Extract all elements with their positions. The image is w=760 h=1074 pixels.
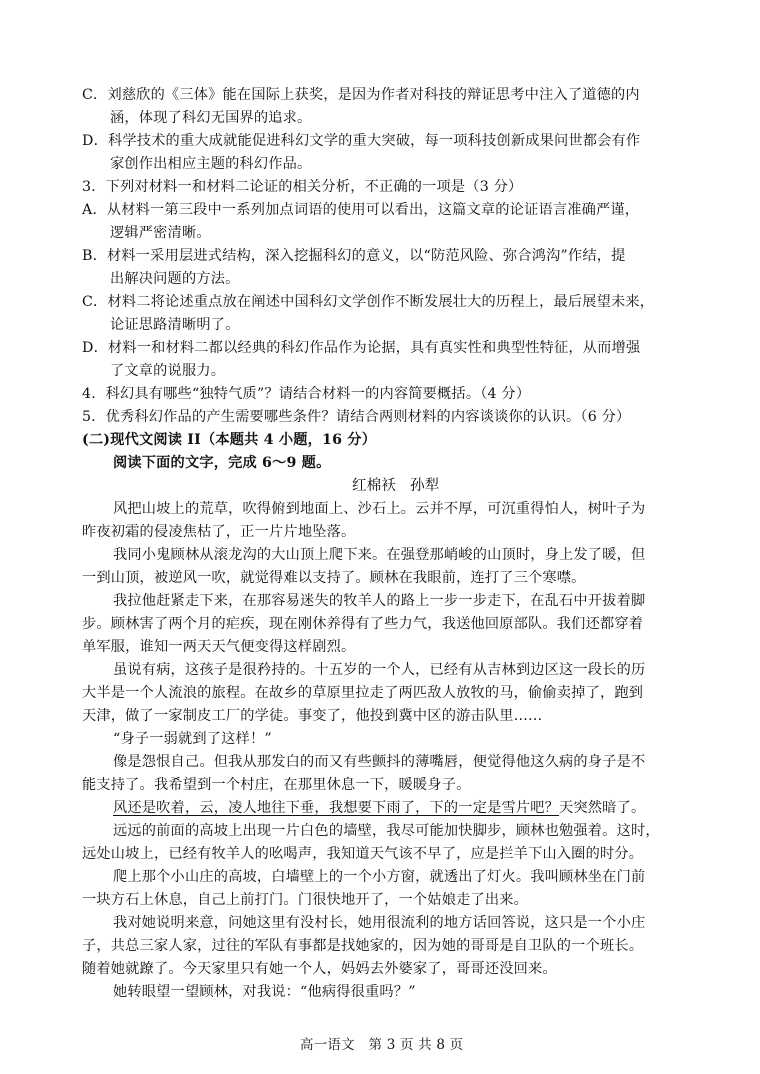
q3-option-b-line2: 出解决问题的方法。	[110, 271, 240, 287]
story-line: 能支持了。我希望到一个村庄，在那里休息一下，暖暖身子。	[82, 777, 471, 793]
story-line: 大半是一个人流浪的旅程。在故乡的草原里拉走了两匹敌人放牧的马，偷偷卖掉了，跑到	[82, 685, 644, 701]
story-title-line	[352, 475, 440, 497]
story-line: 我对她说明来意，问她这里有没村长，她用很流利的地方话回答说，这只是一个小庄	[113, 915, 646, 931]
story-line: 一块方石上休息，自己上前打门。门很快地开了，一个姑娘走了出来。	[82, 892, 529, 908]
question-3: 3．下列对材料一和材料二论证的相关分析，不正确的一项是（3 分）	[82, 179, 523, 195]
story-line: 风把山坡上的荒草，吹得俯到地面上、沙石上。云并不厚，可沉重得怕人，树叶子为	[113, 501, 646, 517]
underlined-sentence: 风还是吹着，云，凌人地往下垂，我想要下雨了，下的一定是雪片吧？	[113, 800, 560, 816]
section-heading: (二)现代文阅读 II（本题共 4 小题，16 分）	[82, 432, 377, 448]
q3-option-a-line1: A．从材料一第三段中一系列加点词语的使用可以看出，这篇文章的论证语言准确严谨，	[82, 202, 640, 218]
story-line: 我拉他赶紧走下来，在那容易迷失的牧羊人的路上一步一步走下，在乱石中开拔着脚	[113, 593, 646, 609]
story-line: 子，共总三家人家，过往的军队有事都是找她家的，因为她的哥哥是自卫队的一个班长。	[82, 938, 644, 954]
story-line: 随着她就蹽了。今天家里只有她一个人，妈妈去外婆家了，哥哥还没回来。	[82, 961, 557, 977]
story-line: 步。顾林害了两个月的疟疾，现在刚休养得有了些力气，我送他回原部队。我们还都穿着	[82, 616, 644, 632]
option-d-line1: D．科学技术的重大成就能促进科幻文学的重大突破，每一项科技创新成果问世都会有作	[82, 133, 641, 149]
story-line-tail: 天突然暗了。	[559, 800, 646, 816]
story-line: 单军服，谁知一两天天气便变得这样剧烈。	[82, 639, 356, 655]
story-dialogue: “身子一弱就到了这样！”	[113, 731, 272, 747]
q3-option-a-line2: 逻辑严密清晰。	[110, 225, 211, 241]
story-underlined-line	[113, 797, 645, 819]
question-4: 4．科幻具有哪些“独特气质”？请结合材料一的内容简要概括。（4 分）	[82, 386, 531, 402]
story-line: 虽说有病，这孩子是很矜持的。十五岁的一个人，已经有从吉林到边区这一段长的历	[113, 662, 646, 678]
q3-option-d-line1: D．材料一和材料二都以经典的科幻作品作为论据，具有真实性和典型性特征，从而增强	[82, 340, 641, 356]
story-author: 孙犁	[410, 478, 440, 494]
story-line: 远处山坡上，已经有牧羊人的吆喝声，我知道天气该不早了，应是拦羊下山入圈的时分。	[82, 846, 644, 862]
story-line: 一到山顶，被逆风一吹，就觉得难以支持了。顾林在我眼前，连打了三个寒噤。	[82, 570, 586, 586]
option-c-line1: C．刘慈欣的《三体》能在国际上获奖，是因为作者对科技的辩证思考中注入了道德的内	[82, 87, 640, 103]
story-line: 我同小鬼顾林从滚龙沟的大山顶上爬下来。在强登那峭峻的山顶时，身上发了暖，但	[113, 547, 646, 563]
story-line: 远远的前面的高坡上出现一片白色的墙壁，我尽可能加快脚步，顾林也勉强着。这时，	[113, 823, 660, 839]
q3-option-d-line2: 了文章的说服力。	[110, 363, 226, 379]
q3-option-c-line1: C．材料二将论述重点放在阐述中国科幻文学创作不断发展壮大的历程上，最后展望未来，	[82, 294, 655, 310]
story-line: 天津，做了一家制皮工厂的学徒。事变了，他投到冀中区的游击队里……	[82, 708, 543, 724]
option-c-line2: 涵，体现了科幻无国界的追求。	[110, 110, 312, 126]
question-5: 5．优秀科幻作品的产生需要哪些条件？请结合两则材料的内容谈谈你的认识。（6 分）	[82, 409, 631, 425]
story-line: 她转眼望一望顾林，对我说：“他病得很重吗？”	[113, 984, 416, 1000]
option-d-line2: 家创作出相应主题的科幻作品。	[110, 156, 312, 172]
story-line: 爬上那个小山庄的高坡，白墙壁上的一个小方窗，就透出了灯火。我叫顾林坐在门前	[113, 869, 646, 885]
page-footer: 高一语文 第 3 页 共 8 页	[300, 1037, 464, 1053]
q3-option-c-line2: 论证思路清晰明了。	[110, 317, 240, 333]
story-line: 昨夜初霜的侵凌焦枯了，正一片片地坠落。	[82, 524, 356, 540]
reading-instruction: 阅读下面的文字，完成 6～9 题。	[113, 455, 331, 471]
q3-option-b-line1: B．材料一采用层进式结构，深入挖掘科幻的意义，以“防范风险、弥合鸿沟”作结，提	[82, 248, 626, 264]
story-line: 像是怨恨自己。但我从那发白的而又有些颤抖的薄嘴唇，便觉得他这久病的身子是不	[113, 754, 646, 770]
story-title: 红棉袄	[352, 478, 397, 494]
